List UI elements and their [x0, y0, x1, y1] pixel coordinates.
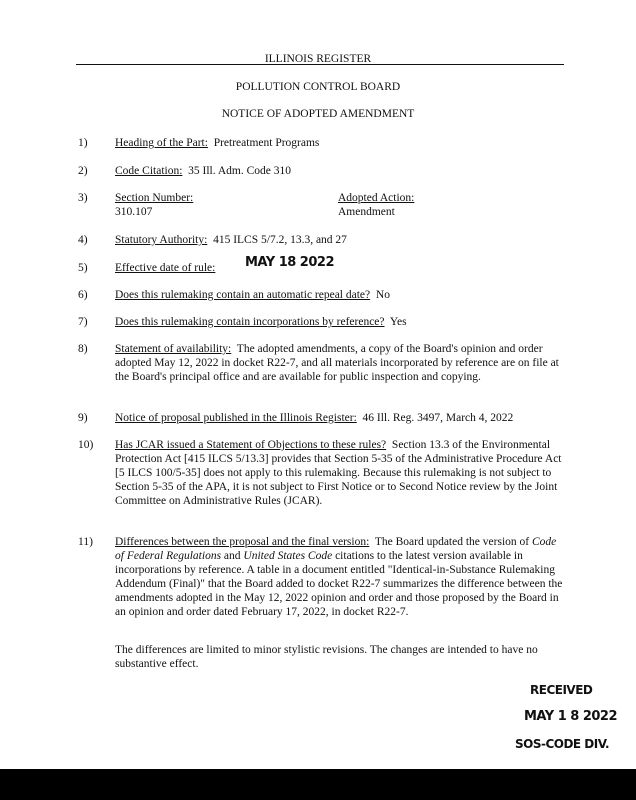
item-6: [115, 288, 565, 302]
item-7-number: 7): [78, 316, 88, 328]
item-2-label: Code Citation:: [115, 165, 183, 177]
header-rule: [76, 64, 564, 65]
received-stamp: RECEIVED: [530, 683, 593, 697]
effective-date-stamp: MAY 18 2022: [245, 255, 334, 270]
item-3-label2: Adopted Action:: [338, 192, 415, 204]
item-2-value: 35 Ill. Adm. Code 310: [188, 165, 292, 177]
item-11-value-a: The Board updated the version of: [374, 536, 530, 548]
item-4-value: 415 ILCS 5/7.2, 13.3, and 27: [213, 234, 347, 246]
item-11: [115, 535, 565, 619]
item-1: [115, 136, 565, 150]
item-3-label: Section Number:: [115, 192, 194, 204]
item-7: [115, 315, 565, 329]
item-5-label: Effective date of rule:: [115, 262, 216, 274]
item-5: [115, 261, 565, 275]
item-11-cfr: Code of Federal Regulations: [115, 536, 557, 562]
item-4: [115, 233, 565, 247]
item-8: [115, 342, 565, 384]
item-3-action: [338, 191, 538, 219]
item-3-section: [115, 191, 315, 219]
item-5-number: 5): [78, 262, 88, 274]
item-9-value: 46 Ill. Reg. 3497, March 4, 2022: [362, 412, 514, 424]
item-11-paragraph-2: The differences are limited to minor stylistic revisions. The changes are intended to have no substantive effect.: [115, 644, 538, 670]
item-10-value: Section 13.3 of the Environmental Protection Act [415 ILCS 5/13.3] provides that Section 5-35 of the Administrative Procedure Act [5 ILCS 100/5-35] does not apply to this rulemaking. Because this rulemaking is not subject to Section 5-35 of the APA, it is not subject to First Notice or to Second Notice review by the Joint Committee on Administrative Rules (JCAR).: [115, 439, 562, 507]
item-11-usc: United States Code: [243, 550, 333, 562]
register-title: ILLINOIS REGISTER: [264, 53, 372, 65]
item-7-value: Yes: [389, 316, 407, 328]
item-11-value-b: citations to the latest version available in incorporations by reference. A table in a document entitled "Identical-in-Substance Rulemaking Addendum (Final)" that the Board added to docket R22-7 summarizes the difference between the amendments adopted in the May 12, 2022 opinion and order and those proposed by the Board in an opinion and order dated February 17, 2022, in docket R22-7.: [115, 550, 563, 618]
item-8-label: Statement of availability:: [115, 343, 232, 355]
item-8-number: 8): [78, 343, 88, 355]
item-7-label: Does this rulemaking contain incorporations by reference?: [115, 316, 385, 328]
received-date-stamp: MAY 1 8 2022: [524, 709, 618, 724]
item-11-number: 11): [78, 536, 93, 548]
notice-title: NOTICE OF ADOPTED AMENDMENT: [221, 108, 415, 120]
item-1-value: Pretreatment Programs: [213, 137, 320, 149]
item-8-value: The adopted amendments, a copy of the Board's opinion and order adopted May 12, 2022 in docket R22-7, and all materials incorporated by reference are on file at the Board's principal office and are available for public inspection and copying.: [115, 343, 559, 383]
item-1-number: 1): [78, 137, 88, 149]
scan-border: [0, 769, 636, 800]
agency-title: POLLUTION CONTROL BOARD: [235, 81, 401, 93]
item-6-value: No: [375, 289, 390, 301]
item-9-number: 9): [78, 412, 88, 424]
item-2: [115, 164, 565, 178]
item-3-number: 3): [78, 192, 88, 204]
item-11-label: Differences between the proposal and the final version:: [115, 536, 370, 548]
item-6-label: Does this rulemaking contain an automatic repeal date?: [115, 289, 371, 301]
item-4-number: 4): [78, 234, 88, 246]
item-9-label: Notice of proposal published in the Illinois Register:: [115, 412, 357, 424]
item-10-number: 10): [78, 439, 94, 451]
item-3-value: 310.107: [115, 206, 153, 218]
division-stamp: SOS-CODE DIV.: [515, 737, 610, 751]
item-10-label: Has JCAR issued a Statement of Objections to these rules?: [115, 439, 387, 451]
item-2-number: 2): [78, 165, 88, 177]
item-10: [115, 438, 565, 508]
item-4-label: Statutory Authority:: [115, 234, 208, 246]
item-11-and: and: [223, 550, 241, 562]
item-6-number: 6): [78, 289, 88, 301]
item-1-label: Heading of the Part:: [115, 137, 208, 149]
item-9: [115, 411, 565, 425]
item-3-value2: Amendment: [338, 206, 395, 218]
